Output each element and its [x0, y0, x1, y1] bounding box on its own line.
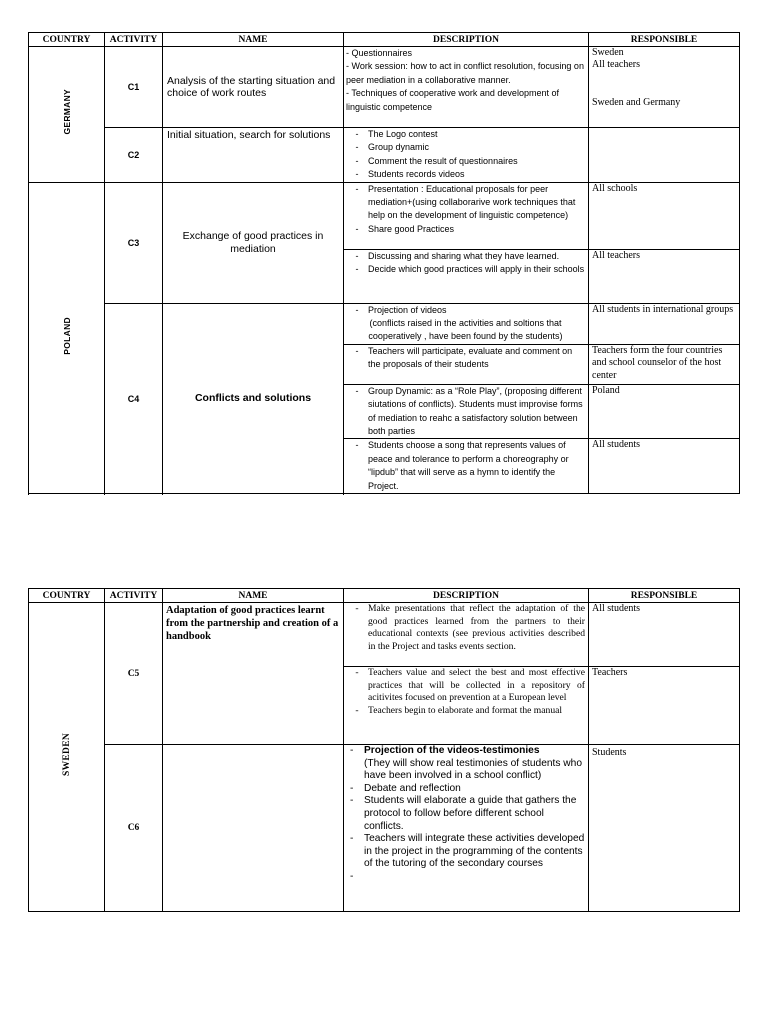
header-activity: ACTIVITY	[105, 589, 163, 603]
bullet-item: - Students choose a song that represents values of peace and tolerance to perform a choreography or “lipdub” that will serve as a hymn to identify the Project.	[355, 440, 569, 491]
country-label: GERMANY	[61, 89, 72, 135]
description-cell	[344, 182, 589, 249]
header-description: DESCRIPTION	[344, 589, 589, 603]
table-row	[29, 128, 740, 183]
country-label: POLAND	[61, 316, 72, 355]
bullet-item: - Group dynamic	[355, 142, 430, 153]
responsible-cell: All students	[589, 603, 740, 667]
bullet-item: -	[350, 870, 354, 882]
responsible-cell: All students	[589, 439, 740, 494]
table-row	[29, 745, 740, 912]
activities-table-2	[28, 588, 740, 912]
bullet-item: - Discussing and sharing what they have learned.	[355, 250, 560, 261]
responsible-line: Sweden and Germany	[592, 96, 681, 108]
header-description: DESCRIPTION	[344, 33, 589, 47]
table-row	[29, 182, 740, 249]
description-cell	[344, 249, 589, 303]
activity-name: Analysis of the starting situation and choice of work routes	[163, 47, 344, 128]
bullet-item: - Debate and reflection	[350, 782, 461, 794]
responsible-cell: Teachers form the four countries and school counselor of the host center	[589, 344, 740, 384]
description-cell	[344, 344, 589, 384]
bullet-item: - Comment the result of questionnaires	[355, 155, 518, 166]
description-cell	[344, 603, 589, 667]
header-name: NAME	[163, 589, 344, 603]
bullet-item: - Share good Practices	[355, 223, 455, 234]
description-cell	[344, 303, 589, 344]
responsible-cell: All students in international groups	[589, 303, 740, 344]
bullet-item: - Teachers will integrate these activities developed in the project in the programming of the contents of the tutoring of the secondary courses	[350, 833, 585, 870]
responsible-cell: All teachers	[589, 249, 740, 303]
description-line: - Techniques of cooperative work and development of linguistic competence	[346, 88, 559, 112]
activity-name: Conflicts and solutions	[163, 303, 344, 494]
country-cell-sweden	[29, 603, 105, 912]
bullet-item: - Decide which good practices will apply in their schools	[355, 264, 585, 275]
bullet-item: - Group Dynamic: as a “Role Play”, (proposing different siutations of conflicts). Students must improvise forms of mediation to reahc a satisfactory solution between both parties	[355, 385, 583, 437]
bullet-item: - Students will elaborate a guide that gathers the protocol to follow before different school conflicts.	[350, 795, 577, 832]
description-cell	[344, 439, 589, 494]
responsible-line: Sweden	[592, 47, 624, 58]
bullet-item: - Teachers value and select the best and most effective practices that will be collected in a repository of acitivites focused on prevention at a European level	[355, 667, 585, 704]
bullet-item: - Projection of videos	[355, 304, 447, 315]
activity-name	[163, 745, 344, 912]
activity-name: Adaptation of good practices learnt from the partnership and creation of a handbook	[163, 603, 344, 745]
activities-table-1	[28, 32, 740, 494]
bullet-item: - The Logo contest	[355, 129, 438, 139]
activity-cell: C5	[105, 603, 163, 745]
responsible-cell	[589, 47, 740, 128]
activity-name: Initial situation, search for solutions	[163, 128, 344, 183]
description-cell	[344, 128, 589, 183]
activity-name: Exchange of good practices in mediation	[163, 182, 344, 303]
header-row	[29, 33, 740, 47]
table-row	[29, 303, 740, 344]
description-cell	[344, 384, 589, 439]
header-responsible: RESPONSIBLE	[589, 589, 740, 603]
activity-cell: C6	[105, 745, 163, 912]
bullet-item: - Students records videos	[355, 169, 465, 180]
description-line: - Work session: how to act in conflict resolution, focusing on peer mediation in a collaborative manner.	[346, 61, 584, 85]
description-line: (conflicts raised in the activities and soltions that cooperatively , have been found by the students)	[368, 318, 563, 342]
header-name: NAME	[163, 33, 344, 47]
table-row	[29, 603, 740, 667]
responsible-cell: Teachers	[589, 667, 740, 745]
header-row	[29, 589, 740, 603]
country-cell-germany	[29, 47, 105, 183]
header-responsible: RESPONSIBLE	[589, 33, 740, 47]
activity-cell: C1	[105, 47, 163, 128]
header-country: COUNTRY	[29, 589, 105, 603]
description-cell	[344, 47, 589, 128]
country-label: SWEDEN	[61, 733, 72, 776]
header-country: COUNTRY	[29, 33, 105, 47]
country-cell-poland	[29, 182, 105, 494]
responsible-cell	[589, 128, 740, 183]
activity-cell: C3	[105, 182, 163, 303]
responsible-line: All teachers	[592, 59, 641, 71]
responsible-cell: All schools	[589, 182, 740, 249]
description-cell	[344, 745, 589, 912]
bullet-item: - Teachers begin to elaborate and format the manual	[355, 704, 563, 716]
description-line: - Questionnaires	[346, 48, 413, 58]
activity-cell: C4	[105, 303, 163, 494]
activity-cell: C2	[105, 128, 163, 183]
bullet-item: - Make presentations that reflect the adaptation of the good practices learned from the partners to their educational contexts (see previous activities described in the Project and tasks events section.	[355, 603, 585, 652]
header-activity: ACTIVITY	[105, 33, 163, 47]
description-cell	[344, 667, 589, 745]
bullet-item: - Presentation : Educational proposals for peer mediation+(using collaborarive work techniques that help on the development of linguistic competence)	[355, 183, 576, 221]
bullet-item: - Projection of the videos-testimonies (They will show real testimonies of students who have been involved in a school conflict)	[350, 745, 582, 782]
responsible-cell: Students	[589, 745, 740, 912]
table-row	[29, 47, 740, 128]
responsible-cell: Poland	[589, 384, 740, 439]
bullet-item: - Teachers will participate, evaluate and comment on the proposals of their students	[355, 345, 573, 370]
